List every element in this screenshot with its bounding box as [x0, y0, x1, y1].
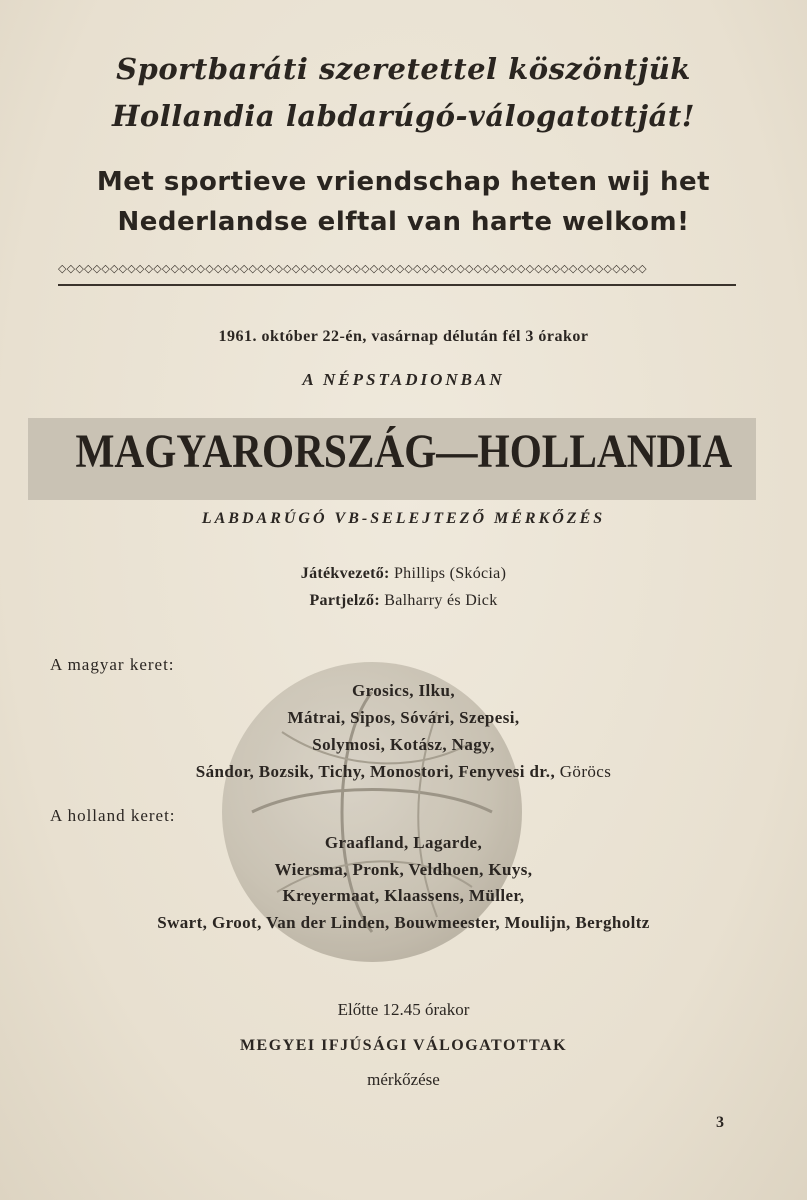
- greeting-hungarian-line-1: Sportbaráti szeretettel köszöntjük: [116, 52, 691, 86]
- page-number: 3: [716, 1114, 724, 1131]
- greeting-dutch-line-1: Met sportieve vriendschap heten wij het: [96, 167, 711, 197]
- ornamental-border: ◇◇◇◇◇◇◇◇◇◇◇◇◇◇◇◇◇◇◇◇◇◇◇◇◇◇◇◇◇◇◇◇◇◇◇◇◇◇◇◇◇◇◇◇◇◇◇◇◇◇◇◇◇◇◇◇◇◇◇◇◇◇◇◇◇◇◇◇: [58, 262, 647, 275]
- hungarian-squad-line-1: Grosics, Ilku,: [351, 681, 456, 700]
- match-headline: MAGYARORSZÁG—HOLLANDIA: [75, 425, 732, 478]
- headline-wrap: [0, 424, 807, 479]
- hungarian-squad-line-2: Mátrai, Sipos, Sóvári, Szepesi,: [287, 708, 520, 727]
- greeting-dutch-line-2: Nederlandse elftal van harte welkom!: [117, 207, 690, 237]
- linesmen-value: Balharry és Dick: [384, 592, 498, 609]
- venue-line: A NÉPSTADIONBAN: [302, 370, 505, 389]
- divider-line: [58, 284, 736, 286]
- hungarian-squad-line-4-tail: Göröcs: [559, 762, 612, 781]
- prelim-teams: MEGYEI IFJÚSÁGI VÁLOGATOTTAK: [239, 1037, 568, 1054]
- hungarian-squad-line-4-main: Sándor, Bozsik, Tichy, Monostori, Fenyvesi dr.,: [195, 762, 556, 781]
- dutch-squad-label: A holland keret:: [50, 806, 176, 825]
- prelim-time-line: Előtte 12.45 órakor: [337, 1000, 470, 1019]
- referee-line: [0, 565, 807, 583]
- match-subtitle: LABDARÚGÓ VB-SELEJTEZŐ MÉRKŐZÉS: [201, 510, 606, 527]
- linesmen-label: Partjelző:: [309, 592, 380, 609]
- greeting-hungarian-line-2: Hollandia labdarúgó-válogatottját!: [111, 99, 695, 133]
- dutch-squad-line-3: Kreyermaat, Klaassens, Müller,: [282, 886, 525, 905]
- prelim-word: mérkőzése: [367, 1070, 440, 1089]
- referee-label: Játékvezető:: [300, 565, 390, 582]
- referee-value: Phillips (Skócia): [393, 565, 507, 582]
- dutch-squad-line-2: Wiersma, Pronk, Veldhoen, Kuys,: [274, 860, 533, 879]
- hungarian-squad-label: A magyar keret:: [50, 655, 175, 674]
- linesmen-line: [0, 592, 807, 610]
- dutch-squad-line-4: Swart, Groot, Van der Linden, Bouwmeester, Moulijn, Bergholtz: [157, 913, 650, 932]
- date-line: 1961. október 22-én, vasárnap délután fél 3 órakor: [218, 328, 589, 345]
- dutch-squad-line-1: Graafland, Lagarde,: [324, 833, 483, 852]
- hungarian-squad-line-3: Solymosi, Kotász, Nagy,: [312, 735, 495, 754]
- hungarian-squad-line-4: [0, 762, 807, 782]
